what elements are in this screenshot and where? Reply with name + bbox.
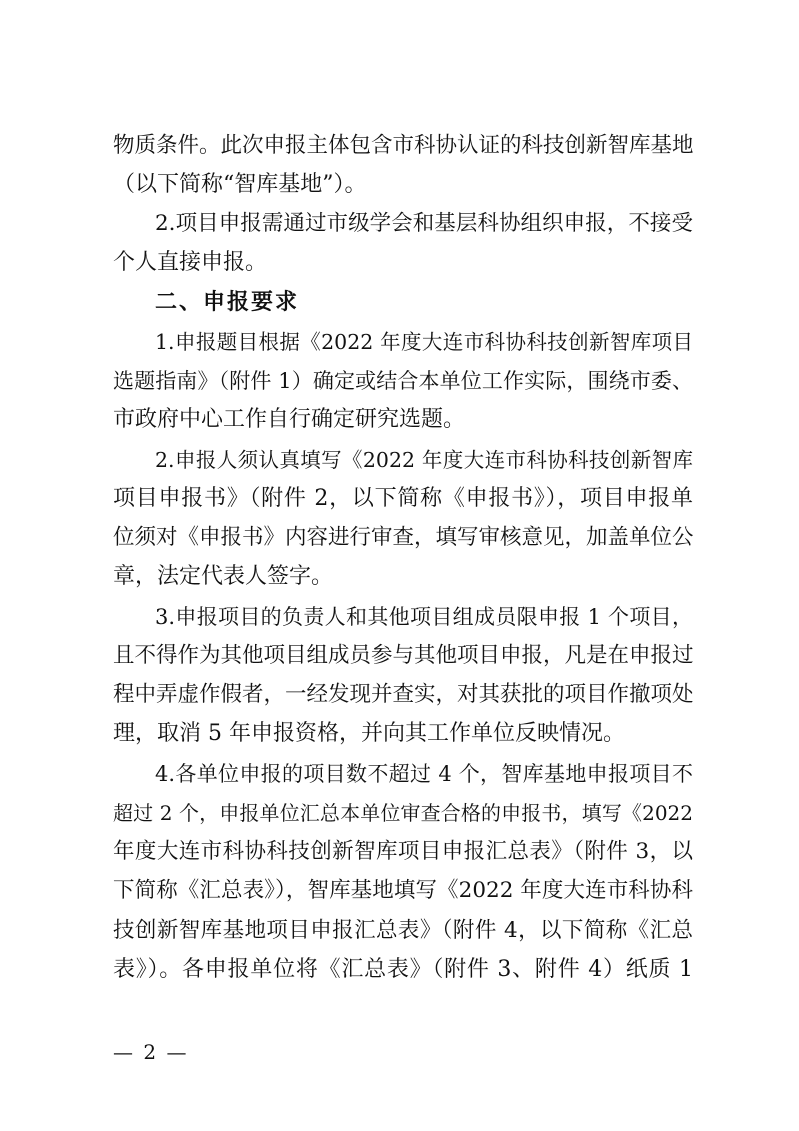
paragraph-2-line-2: 个人直接申报。	[113, 250, 268, 275]
item-4-line-3: 年度大连市科协科技创新智库项目申报汇总表》（附件 3，以	[113, 839, 693, 864]
item-3-line-3: 程中弄虚作假者，一经发现并查实，对其获批的项目作撤项处	[113, 682, 694, 707]
paragraph-2-line-1: 2.项目申报需通过市级学会和基层科协组织申报，不接受	[155, 211, 693, 236]
item-4-line-4: 下简称《汇总表》），智库基地填写《2022 年度大连市科协科	[113, 878, 693, 903]
item-2-line-4: 章，法定代表人签字。	[113, 564, 334, 589]
paragraph-1-line-2: （以下简称“智库基地”）。	[113, 172, 367, 197]
item-2-line-2: 项目申报书》（附件 2，以下简称《申报书》），项目申报单	[113, 486, 693, 511]
paragraph-1-line-1: 物质条件。此次申报主体包含市科协认证的科技创新智库基地	[113, 133, 694, 158]
item-3-line-2: 且不得作为其他项目组成员参与其他项目申报，凡是在申报过	[113, 643, 694, 668]
item-4-line-2: 超过 2 个，申报单位汇总本单位审查合格的申报书，填写《2022	[113, 801, 693, 825]
page-number: — 2 —	[113, 1040, 189, 1064]
item-4-line-5: 技创新智库基地项目申报汇总表》（附件 4，以下简称《汇总	[113, 918, 693, 943]
item-1-line-1: 1.申报题目根据《2022 年度大连市科协科技创新智库项目	[155, 330, 693, 354]
item-1-line-3: 市政府中心工作自行确定研究选题。	[113, 407, 466, 432]
section-heading: 二、申报要求	[155, 290, 300, 315]
item-4-line-6: 表》）。各申报单位将《汇总表》（附件 3、附件 4）纸质 1	[113, 957, 693, 982]
item-1-line-2: 选题指南》（附件 1）确定或结合本单位工作实际，围绕市委、	[113, 369, 693, 393]
item-2-line-3: 位须对《申报书》内容进行审查，填写审核意见，加盖单位公	[113, 525, 694, 550]
item-3-line-1: 3.申报项目的负责人和其他项目组成员限申报 1 个项目，	[155, 605, 693, 629]
item-3-line-4: 理，取消 5 年申报资格，并向其工作单位反映情况。	[113, 721, 625, 746]
item-2-line-1: 2.申报人须认真填写《2022 年度大连市科协科技创新智库	[155, 448, 693, 472]
item-4-line-1: 4.各单位申报的项目数不超过 4 个，智库基地申报项目不	[155, 762, 693, 786]
